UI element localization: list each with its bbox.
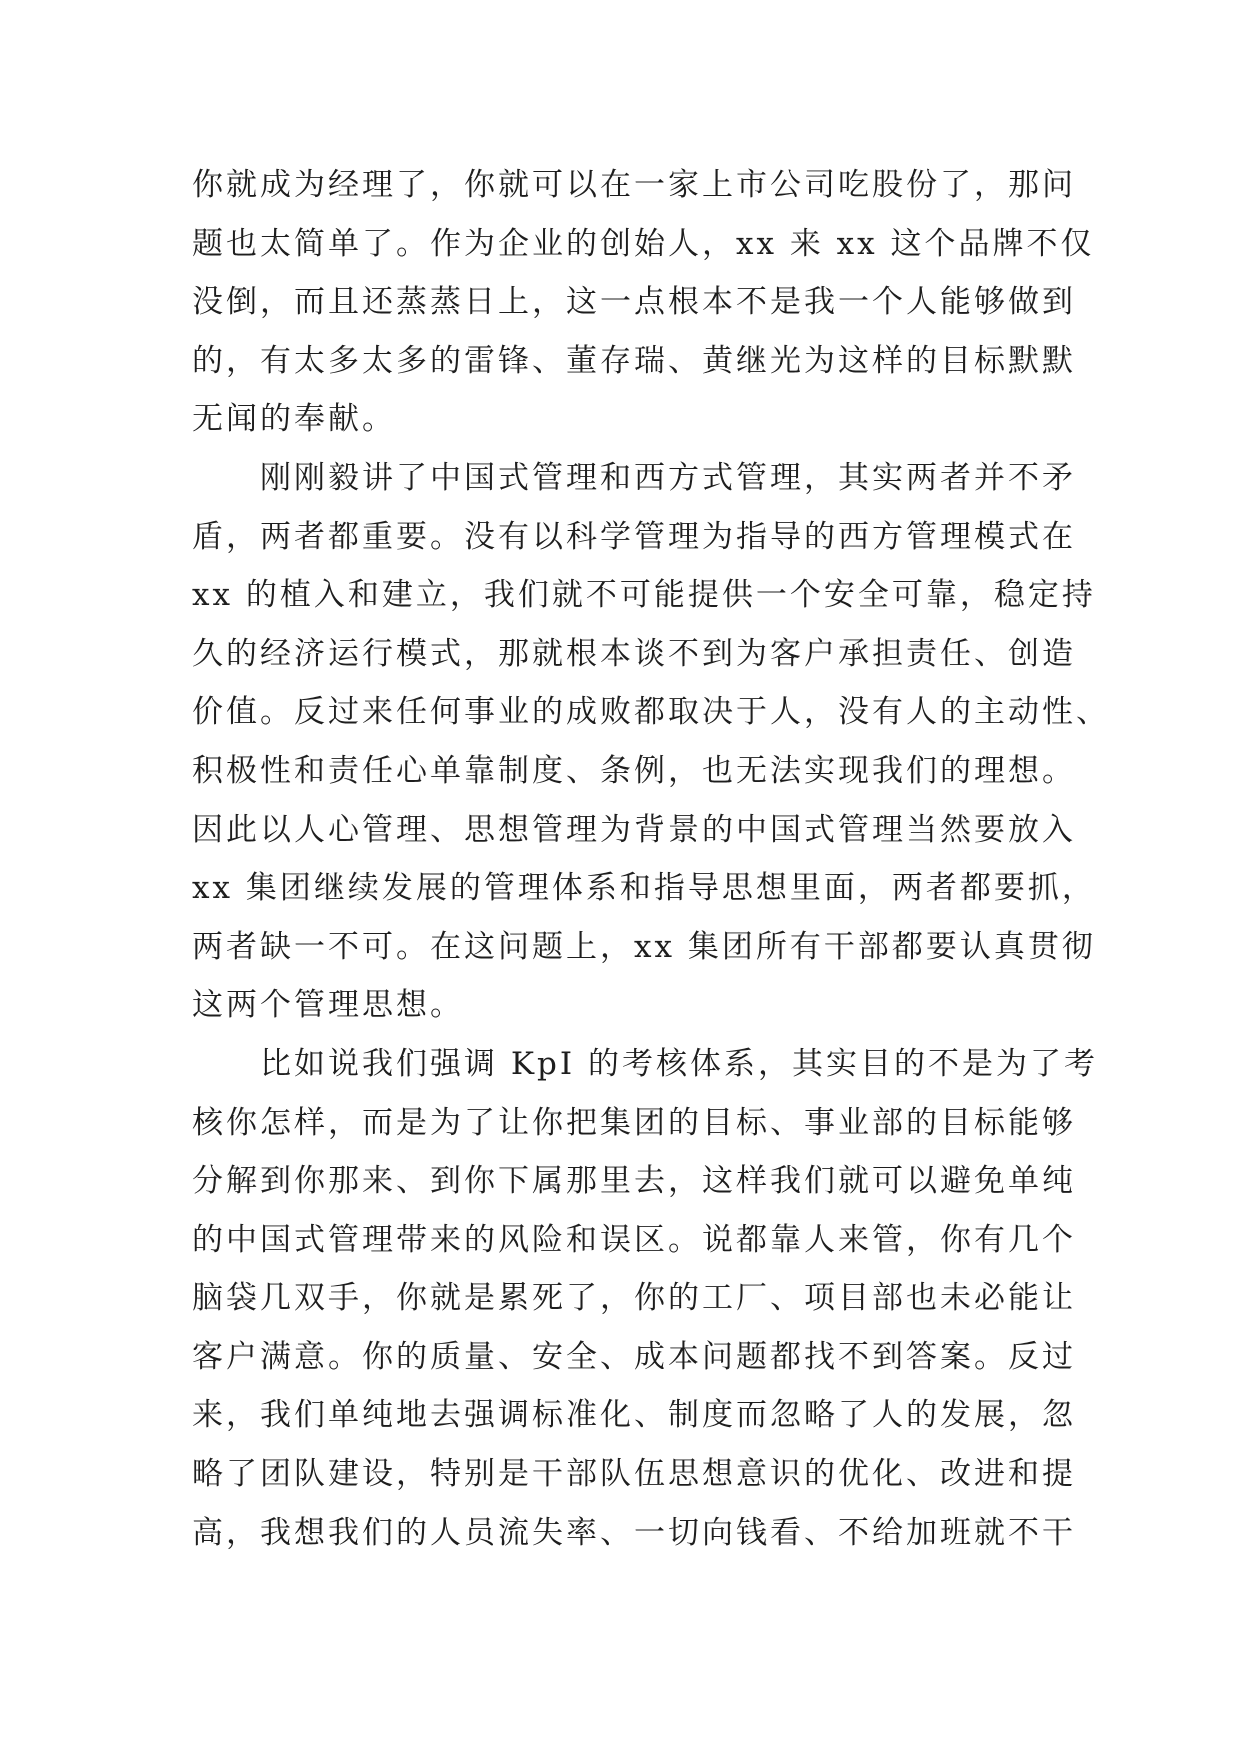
text-line: 的，有太多太多的雷锋、董存瑞、黄继光为这样的目标默默 [192, 342, 1076, 379]
text-line: 题也太简单了。作为企业的创始人，xx 来 xx 这个品牌不仅 [192, 225, 1095, 262]
text-line: 久的经济运行模式，那就根本谈不到为客户承担责任、创造 [192, 635, 1076, 672]
text-line: 这两个管理思想。 [192, 987, 464, 1024]
text-line: 你就成为经理了，你就可以在一家上市公司吃股份了，那问 [192, 167, 1076, 203]
text-line: 无闻的奉献。 [192, 401, 396, 438]
text-line: 积极性和责任心单靠制度、条例，也无法实现我们的理想。 [192, 752, 1076, 789]
text-line: 的中国式管理带来的风险和误区。说都靠人来管，你有几个 [192, 1221, 1076, 1258]
text-line: 盾，两者都重要。没有以科学管理为指导的西方管理模式在 [192, 518, 1076, 555]
text-line: 略了团队建设，特别是干部队伍思想意识的优化、改进和提 [192, 1456, 1076, 1493]
text-line: 两者缺一不可。在这问题上，xx 集团所有干部都要认真贯彻 [192, 928, 1096, 965]
text-line: 没倒，而且还蒸蒸日上，这一点根本不是我一个人能够做到 [192, 284, 1076, 321]
text-line: 客户满意。你的质量、安全、成本问题都找不到答案。反过 [192, 1338, 1076, 1375]
text-line: 高，我想我们的人员流失率、一切向钱看、不给加班就不干 [192, 1514, 1076, 1551]
text-line: 分解到你那来、到你下属那里去，这样我们就可以避免单纯 [192, 1163, 1076, 1200]
text-line: xx 的植入和建立，我们就不可能提供一个安全可靠，稳定持 [192, 577, 1096, 614]
text-line: 脑袋几双手，你就是累死了，你的工厂、项目部也未必能让 [192, 1280, 1076, 1317]
text-line: 价值。反过来任何事业的成败都取决于人，没有人的主动性、 [192, 694, 1110, 731]
body-text [192, 156, 1110, 1562]
text-line: 刚刚毅讲了中国式管理和西方式管理，其实两者并不矛 [192, 459, 1076, 496]
text-line: 来，我们单纯地去强调标准化、制度而忽略了人的发展，忽 [192, 1397, 1076, 1434]
text-line: 比如说我们强调 KpI 的考核体系，其实目的不是为了考 [192, 1045, 1098, 1082]
text-line: 核你怎样，而是为了让你把集团的目标、事业部的目标能够 [192, 1104, 1076, 1141]
text-line: xx 集团继续发展的管理体系和指导思想里面，两者都要抓， [192, 870, 1096, 907]
text-line: 因此以人心管理、思想管理为背景的中国式管理当然要放入 [192, 811, 1076, 848]
